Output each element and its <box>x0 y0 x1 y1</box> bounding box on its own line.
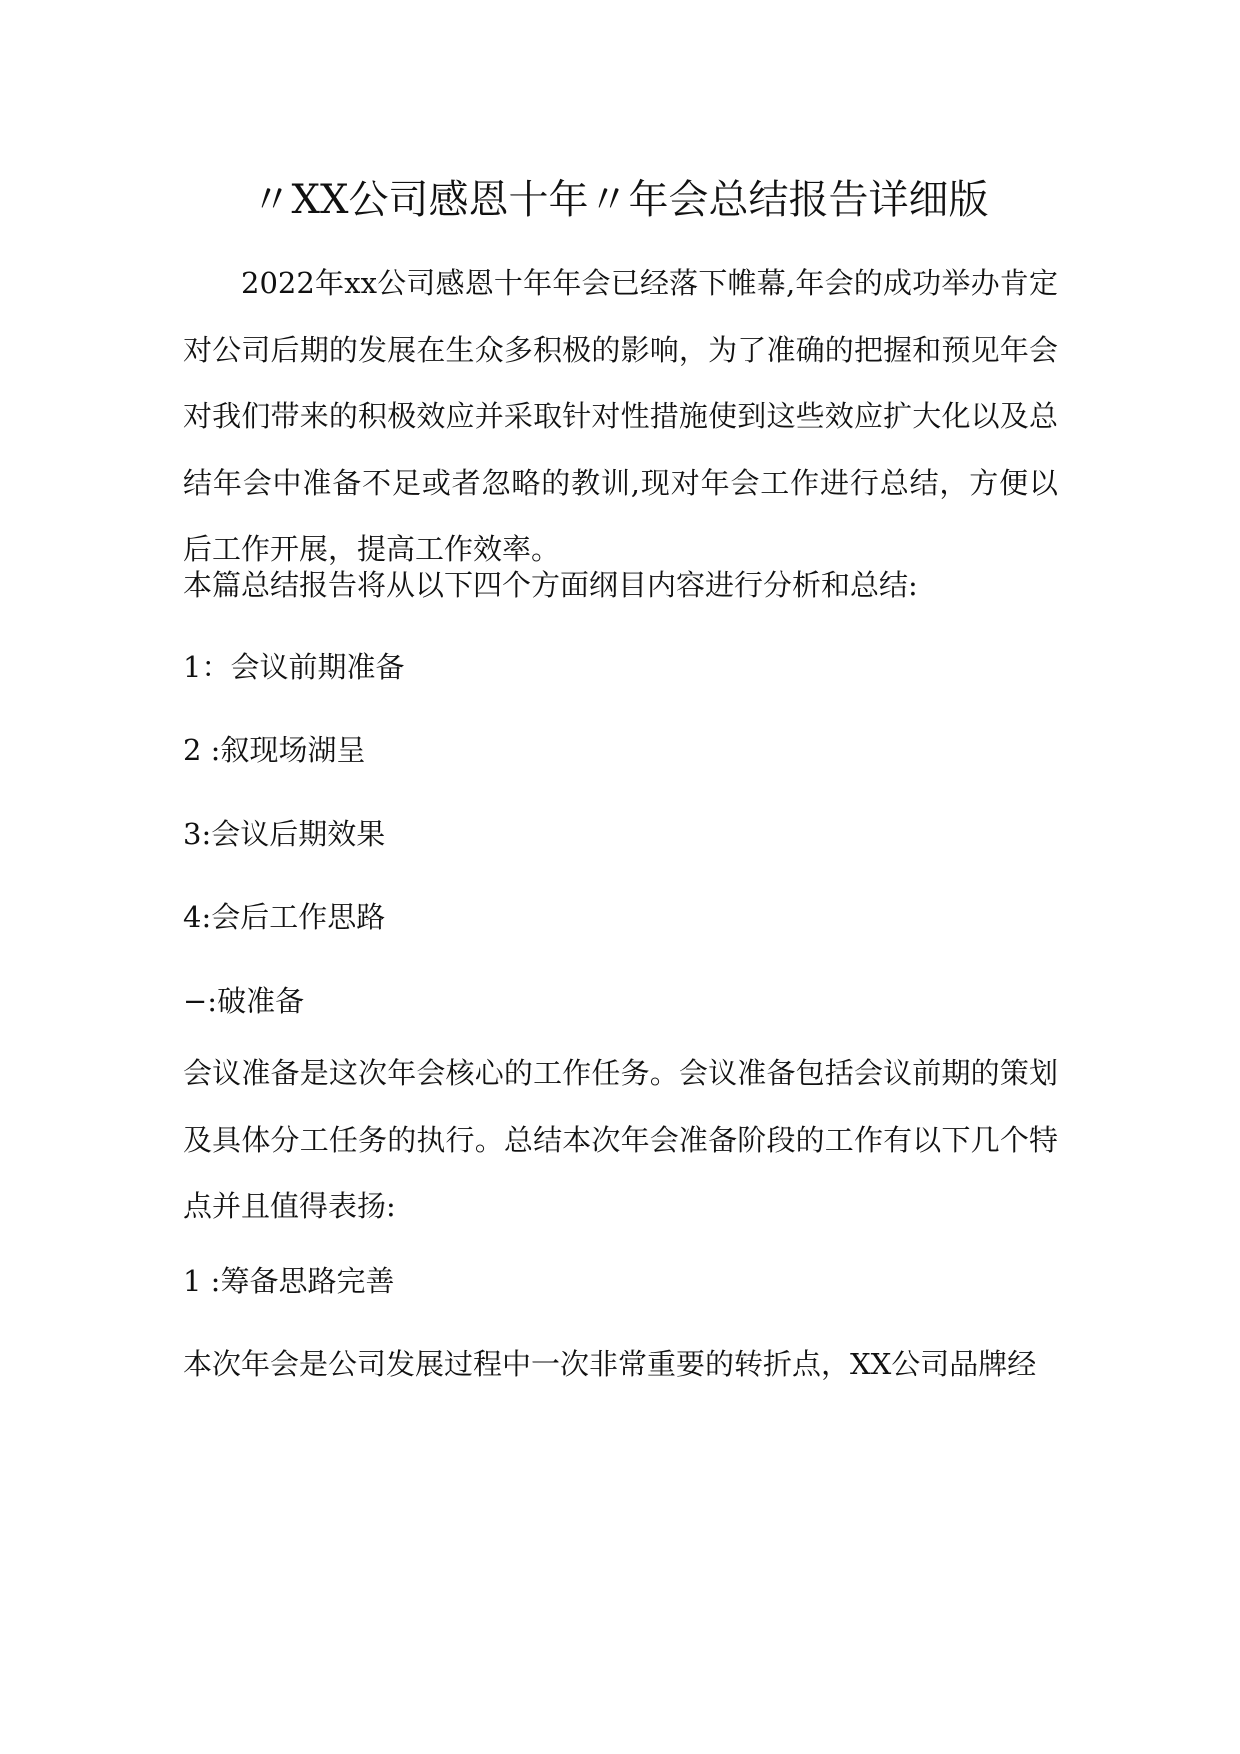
outline-item-1: 1：会议前期准备 <box>183 650 405 684</box>
document-title: 〃XX公司感恩十年〃年会总结报告详细版 <box>251 177 989 223</box>
section-heading: −:破准备 <box>183 984 305 1018</box>
subheading-1: 1 :筹备思路完善 <box>183 1264 395 1298</box>
section-paragraph: 会议准备是这次年会核心的工作任务。会议准备包括会议前期的策划及具体分工任务的执行。总结本次年会准备阶段的工作有以下几个特点并且值得表扬: <box>183 1056 1058 1223</box>
intro-paragraph: 2022年xx公司感恩十年年会已经落下帷幕,年会的成功举办肯定对公司后期的发展在生众多积极的影响，为了准确的把握和预见年会对我们带来的积极效应并采取针对性措施使到这些效应扩大化以及总结年会中准备不足或者忽略的教训,现对年会工作进行总结，方便以后工作开展，提高工作效率。 <box>183 266 1058 566</box>
outline-item-4: 4:会后工作思路 <box>183 900 386 934</box>
outline-intro: 本篇总结报告将从以下四个方面纲目内容进行分析和总结: <box>183 568 918 602</box>
closing-line: 本次年会是公司发展过程中一次非常重要的转折点，XX公司品牌经 <box>183 1347 1037 1381</box>
outline-item-3: 3:会议后期效果 <box>183 817 386 851</box>
outline-item-2: 2 :叙现场湖呈 <box>183 733 366 767</box>
